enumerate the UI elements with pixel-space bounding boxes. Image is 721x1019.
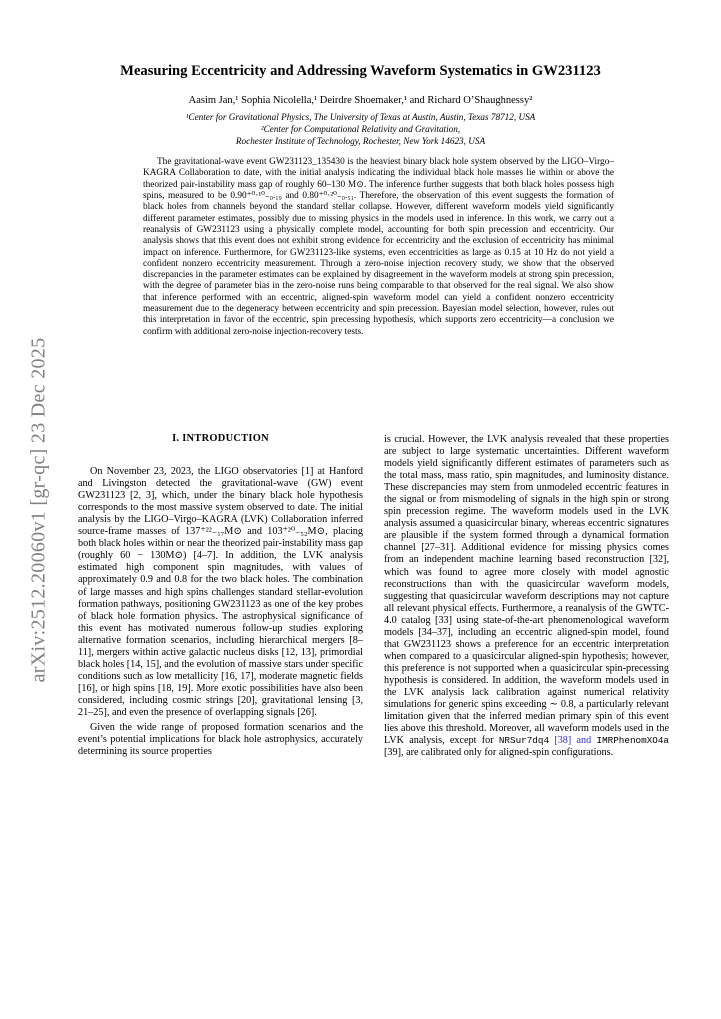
section-heading-introduction: I. INTRODUCTION <box>172 433 269 444</box>
model-name-nrsur: NRSur7dq4 <box>498 735 550 747</box>
affiliations <box>80 111 641 147</box>
affiliation-2: ²Center for Computational Relativity and Gravitation, <box>260 124 461 134</box>
abstract <box>143 157 614 338</box>
right-column <box>384 434 669 759</box>
intro-paragraph-2-continued <box>384 434 669 759</box>
right-text-c: [39], are calibrated only for aligned-spin configurations. <box>384 747 614 759</box>
affiliation-1: ¹Center for Gravitational Physics, The University of Texas at Austin, Austin, Texas 78712, USA <box>185 112 536 122</box>
intro-paragraph-1: On November 23, 2023, the LIGO observatories [1] at Hanford and Livingston detected the gravitational-wave (GW) event GW231123 [2, 3], which, under the binary black hole hypothesis corresponds to the most massive system observed to date. The initial analysis by the LIGO–Virgo–KAGRA (LVK) Collaboration inferred source-frame masses of 137⁺²²₋₁₇M⊙ and 103⁺²⁰₋₅₂M⊙, placing both black holes within or near the theorized pair-instability mass gap (roughly 60 − 130M⊙) [4–7]. In addition, the LVK analysis estimated high component spin magnitudes, with values of approximately 0.9 and 0.8 for the two black holes. The combination of large masses and high spins challenges standard stellar-evolution formation pathways, positioning GW231123 as one of the key probes of black hole formation physics. The astrophysical significance of this event has motivated numerous follow-up studies exploring alternative formation scenarios, including hierarchical mergers [8–11], mergers within active galactic nucleus disks [12, 13], primordial black holes [14, 15], and the evolution of massive stars under specific conditions such as low metallicity [16, 17], moderate magnetic fields [16], or high spins [18, 19]. More exotic possibilities have also been considered, including cosmic strings [20], gravitational lensing [3, 21–25], and even the presence of overlapping signals [26]. <box>78 466 363 718</box>
affiliation-2-cont: Rochester Institute of Technology, Rochester, New York 14623, USA <box>235 136 486 146</box>
author-list: Aasim Jan,¹ Sophia Nicolella,¹ Deirdre Shoemaker,¹ and Richard O’Shaughnessy² <box>188 95 533 106</box>
left-column <box>78 433 363 758</box>
abstract-text: The gravitational-wave event GW231123_135430 is the heaviest binary black hole system observed by the LIGO–Virgo–KAGRA Collaboration to date, with the initial analysis indicating the individual black hole masses lie within or above the theorized pair-instability mass gap of roughly 60–130 M⊙. The inference further suggests that both black holes possess high spins, measured to be 0.90⁺⁰·¹⁰₋₀.₁₉ and 0.80⁺⁰·²⁰₋₀.₅₁. Therefore, the observation of this event suggests the formation of black holes from channels beyond the standard stellar collapse. However, different waveform models yield significantly different parameter estimates, possibly due to missing physics in the models used in inference. In this work, we carry out a reanalysis of GW231123 using a physically complete model, accounting for both spin precession and eccentricity. Our analysis shows that this event does not exhibit strong evidence for eccentricity and the exclusion of eccentricity has minimal impact on inference. Furthermore, for GW231123-like systems, even eccentricities as large as 0.15 at 10 Hz do not yield a confident nonzero eccentricity measurement. Through a zero-noise injection recovery study, we show that the observed discrepancies in the parameter estimates can be explained by disagreement in the waveform models at strong spin precession, with the degree of parameter bias in the zero-noise runs being comparable to that observed for the real signal. We also show that inference performed with an eccentric, aligned-spin waveform model can yield a confident nonzero eccentricity measurement due to the degeneracy between eccentricity and spin precession. Bayesian model selection, however, rules out this interpretation in favor of the eccentric, spin precessing hypothesis, which supports zero eccentricity—a conclusion we confirm with additional zero-noise injection-recovery tests. <box>143 157 614 337</box>
right-text-b[interactable]: [38] and <box>554 735 592 747</box>
right-text-a: is crucial. However, the LVK analysis revealed that these properties are subject to large systematic uncertainties. Different waveform models yield significantly different estimates of parameters such as the total mass, mass ratio, spin magnitudes, and luminosity distance. These discrepancies may stem from unmodeled eccentric features in the signal or from mismodeling of signals in the high spin or strong spin precession regime. The waveform models used in the LVK analysis assumed a quasicircular binary, whereas eccentric signatures are plausible if the system formed through a dynamical formation channel [27–31]. Additional evidence for missing physics comes from an independent machine learning based reconstruction [32], which was found to agree more closely with model agnostic reconstructions than with the quasicircular waveform models, suggesting that quasicircular waveform descriptions may not capture all relevant physical effects. Furthermore, a reanalysis of the GWTC-4.0 catalog [33] using state-of-the-art phenomenological waveform models [34–37], including an eccentric aligned-spin model, found that GW231123 shows a preference for an eccentric interpretation when compared to a quasicircular aligned-spin hypothesis; however, this preference is not supported when a quasicircular spin-precessing hypothesis is considered. In addition, the waveform models used in the LVK analysis lack calibration against numerical relativity simulations for generic spins exceeding ∼ 0.8, a particularly relevant limitation given that the inferred median primary spin of this event lies above this threshold. Moreover, all waveform models used in the LVK analysis, except for <box>384 434 669 747</box>
arxiv-identifier: arXiv:2512.20060v1 [gr-qc] 23 Dec 2025 <box>27 337 50 683</box>
paper-title: Measuring Eccentricity and Addressing Waveform Systematics in GW231123 <box>120 63 601 79</box>
intro-paragraph-2: Given the wide range of proposed formation scenarios and the event’s potential implications for black hole astrophysics, accurately determining its source properties <box>78 722 363 758</box>
model-name-imrphenom: IMRPhenomXO4a <box>596 735 670 747</box>
